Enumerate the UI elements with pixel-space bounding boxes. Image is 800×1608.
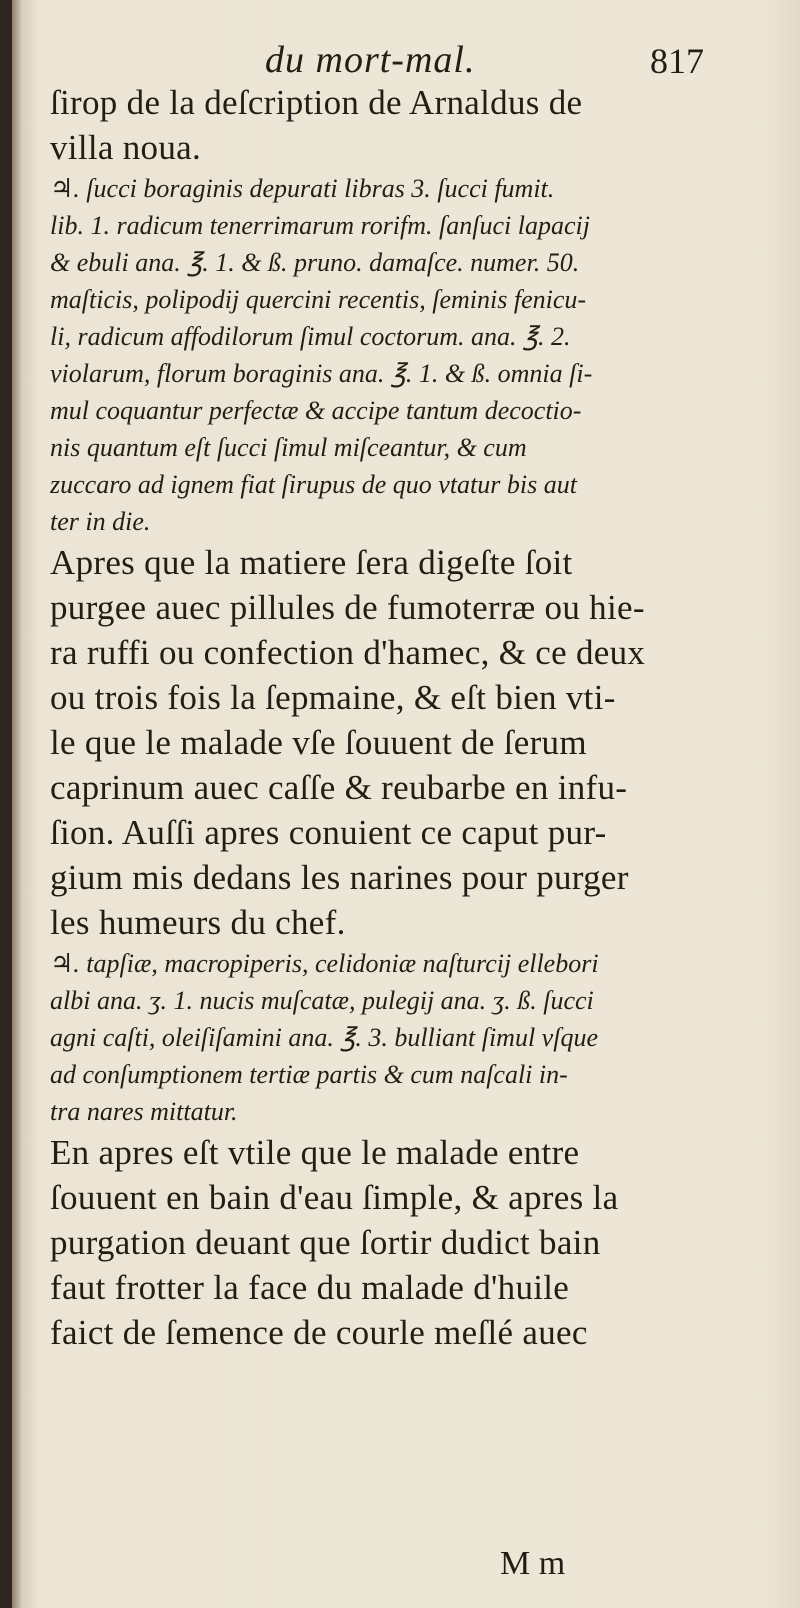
latin-recipe-line: ♃. ſucci boraginis depurati libras 3. ſucci fumit. bbox=[50, 174, 555, 203]
text-line: En apres eſt vtile que le malade entre bbox=[50, 1133, 580, 1172]
latin-recipe-line: violarum, florum boraginis ana. ℥. 1. & ß. omnia ſi- bbox=[50, 359, 593, 388]
text-line: caprinum auec caſſe & reubarbe en infu- bbox=[50, 768, 628, 807]
text-line: ſion. Auſſi apres conuient ce caput pur- bbox=[50, 813, 607, 852]
latin-recipe-line: tra nares mittatur. bbox=[50, 1097, 238, 1126]
text-line: purgee auec pillules de fumoterræ ou hie- bbox=[50, 588, 645, 627]
text-line: ſirop de la deſcription de Arnaldus de bbox=[50, 83, 583, 122]
text-line: ou trois fois la ſepmaine, & eſt bien vti- bbox=[50, 678, 616, 717]
text-body bbox=[50, 80, 780, 1355]
latin-recipe-line: ad conſumptionem tertiæ partis & cum naſcali in- bbox=[50, 1060, 568, 1089]
text-line: ra ruffi ou confection d'hamec, & ce deux bbox=[50, 633, 646, 672]
text-line: les humeurs du chef. bbox=[50, 903, 346, 942]
latin-recipe-line: ♃. tapſiæ, macropiperis, celidoniæ naſturcij ellebori bbox=[50, 949, 599, 978]
signature-mark: M m bbox=[500, 1545, 566, 1582]
latin-recipe-line: mul coquantur perfectæ & accipe tantum decoctio- bbox=[50, 396, 582, 425]
binding-gutter bbox=[0, 0, 12, 1608]
latin-recipe-line: agni caſti, oleiſiſamini ana. ℥. 3. bulliant ſimul vſque bbox=[50, 1023, 598, 1052]
page-number: 817 bbox=[650, 41, 704, 81]
latin-recipe-line: li, radicum affodilorum ſimul coctorum. ana. ℥. 2. bbox=[50, 322, 571, 351]
text-line: gium mis dedans les narines pour purger bbox=[50, 858, 629, 897]
latin-recipe-line: nis quantum eſt ſucci ſimul miſceantur, & cum bbox=[50, 433, 527, 462]
latin-recipe-line: maſticis, polipodij quercini recentis, ſeminis fenicu- bbox=[50, 285, 587, 314]
text-line: purgation deuant que ſortir dudict bain bbox=[50, 1223, 601, 1262]
running-head: du mort-mal. bbox=[265, 39, 476, 81]
text-line: villa noua. bbox=[50, 128, 202, 167]
text-line: faict de ſemence de courle meſlé auec bbox=[50, 1313, 588, 1352]
text-line: faut frotter la face du malade d'huile bbox=[50, 1268, 570, 1307]
text-line: le que le malade vſe ſouuent de ſerum bbox=[50, 723, 587, 762]
latin-recipe-line: zuccaro ad ignem fiat ſirupus de quo vtatur bis aut bbox=[50, 470, 577, 499]
text-line: Apres que la matiere ſera digeſte ſoit bbox=[50, 543, 573, 582]
latin-recipe-line: ter in die. bbox=[50, 507, 151, 536]
latin-recipe-line: & ebuli ana. ℥. 1. & ß. pruno. damaſce. numer. 50. bbox=[50, 248, 580, 277]
latin-recipe-line: albi ana. ʒ. 1. nucis muſcatæ, pulegij ana. ʒ. ß. ſucci bbox=[50, 986, 594, 1015]
latin-recipe-line: lib. 1. radicum tenerrimarum rorifm. ſanſuci lapacij bbox=[50, 211, 590, 240]
text-line: ſouuent en bain d'eau ſimple, & apres la bbox=[50, 1178, 619, 1217]
